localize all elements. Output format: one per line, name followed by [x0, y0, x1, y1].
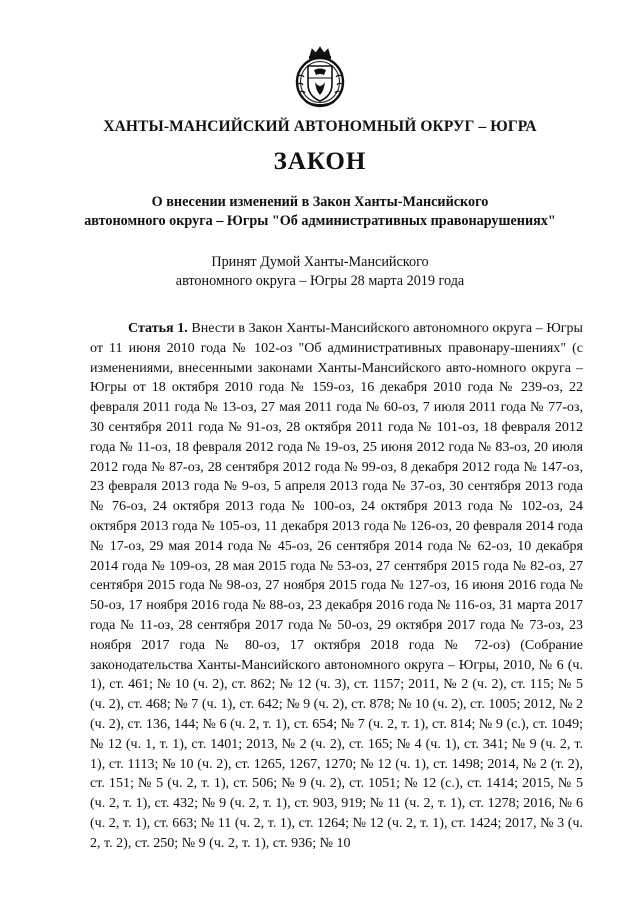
- adoption-note: [0, 253, 640, 291]
- region-name: ХАНТЫ-МАНСИЙСКИЙ АВТОНОМНЫЙ ОКРУГ – ЮГРА: [103, 118, 537, 135]
- article-1-paragraph: [90, 319, 583, 854]
- article-text: Внести в Закон Ханты-Мансийского автономного округа – Югры от 11 июня 2010 года № 102-оз "Об административных правонару-шениях" (с изменениями, внесенными законами Ханты-Мансийского авто-номного округа – Югры от 18 октября 2010 года № 159-оз, 16 декабря 2010 года № 239-оз, 22 февраля 2011 года № 13-оз, 27 мая 2011 года № 60-оз, 7 июля 2011 года № 77-оз, 30 сентября 2011 года № 91-оз, 28 октября 2011 года № 101-оз, 18 февраля 2012 года № 11-оз, 18 февраля 2012 года № 19-оз, 25 июня 2012 года № 83-оз, 20 июля 2012 года № 87-оз, 28 сентября 2012 года № 99-оз, 8 декабря 2012 года № 147-оз, 23 февраля 2013 года № 9-оз, 5 апреля 2013 года № 37-оз, 30 сентября 2013 года № 76-оз, 24 октября 2013 года № 100-оз, 24 октября 2013 года № 102-оз, 24 октября 2013 года № 105-оз, 11 декабря 2013 года № 126-оз, 20 февраля 2014 года № 17-оз, 29 мая 2014 года № 45-оз, 26 сентября 2014 года № 62-оз, 10 декабря 2014 года № 109-оз, 28 мая 2015 года № 53-оз, 27 сентября 2015 года № 82-оз, 27 сентября 2015 года № 98-оз, 27 ноября 2015 года № 127-оз, 16 июня 2016 года № 50-оз, 17 ноября 2016 года № 88-оз, 23 декабря 2016 года № 116-оз, 31 марта 2017 года № 11-оз, 28 сентября 2017 года № 50-оз, 29 октября 2017 года № 73-оз, 23 ноября 2017 года № 80-оз, 17 октября 2018 года № 72-оз) (Собрание законодательства Ханты-Мансийского автономного округа – Югры, 2010, № 6 (ч. 1), ст. 461; № 10 (ч. 2), ст. 862; № 12 (ч. 3), ст. 1157; 2011, № 2 (ч. 2), ст. 115; № 5 (ч. 2), ст. 468; № 7 (ч. 1), ст. 642; № 9 (ч. 2), ст. 878; № 10 (ч. 2), ст. 1005; 2012, № 2 (ч. 2), ст. 136, 144; № 6 (ч. 2, т. 1), ст. 654; № 7 (ч. 2, т. 1), ст. 814; № 9 (с.), ст. 1049; № 12 (ч. 1, т. 1), ст. 1401; 2013, № 2 (ч. 2), ст. 165; № 4 (ч. 1), ст. 341; № 9 (ч. 2, т. 1), ст. 1113; № 10 (ч. 2), ст. 1265, 1267, 1270; № 12 (ч. 1), ст. 1498; 2014, № 2 (т. 2), ст. 151; № 5 (ч. 2, т. 1), ст. 506; № 9 (ч. 2), ст. 1051; № 12 (с.), ст. 1414; 2015, № 5 (ч. 2, т. 1), ст. 432; № 9 (ч. 2, т. 1), ст. 903, 919; № 11 (ч. 2, т. 1), ст. 1278; 2016, № 6 (ч. 2, т. 1), ст. 663; № 11 (ч. 2, т. 1), ст. 1264; № 12 (ч. 2, т. 1), ст. 1424; 2017, № 3 (ч. 2, т. 2), ст. 250; № 9 (ч. 2, т. 1), ст. 936; № 10: [90, 320, 583, 851]
- document-type: ЗАКОН: [273, 148, 367, 175]
- article-heading: Статья 1.: [128, 320, 188, 336]
- document-title-line: автономного округа – Югры "Об административных правонарушениях": [84, 213, 556, 229]
- document-title: [0, 193, 640, 231]
- adoption-note-line: автономного округа – Югры 28 марта 2019 года: [175, 273, 465, 289]
- document-title-line: О внесении изменений в Закон Ханты-Мансийского: [151, 194, 489, 210]
- coat-of-arms-icon: [294, 46, 346, 108]
- adoption-note-line: Принят Думой Ханты-Мансийского: [211, 254, 429, 270]
